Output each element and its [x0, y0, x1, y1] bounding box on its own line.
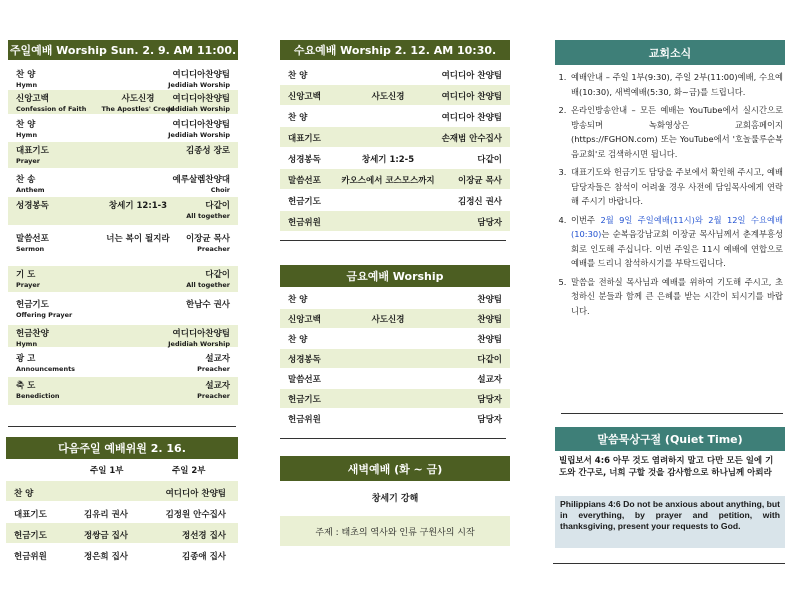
notice-item: [569, 70, 783, 99]
table-row: [6, 502, 238, 522]
part-name: 찬 양: [288, 335, 308, 345]
part-leader: [168, 327, 230, 348]
part-detail-text: 창세기 12:1-3: [108, 201, 168, 211]
part-leader: 김정신 권사: [457, 197, 502, 207]
table-row: [280, 369, 510, 388]
part-name-text: 신앙고백: [16, 94, 49, 104]
part-leader: [186, 144, 230, 156]
church-news-list: [555, 70, 783, 322]
table-row: [8, 197, 238, 225]
table-row: [280, 85, 510, 105]
part-name: 대표기도: [288, 134, 321, 144]
part-detail: [88, 232, 188, 244]
part-name: [16, 268, 40, 289]
committee-role: 대표기도: [14, 510, 47, 520]
part-name: 신앙고백: [288, 315, 321, 325]
divider: [280, 240, 506, 241]
committee-second-service: 김정원 안수집사: [165, 510, 226, 520]
dawn-theme-box: [280, 516, 510, 546]
notice-text: 말씀을 전하실 목사님과 예배를 위하여 기도해 주시고, 초청하신 분들과 함께 큰 은혜를 받는 시간이 되시기를 바랍니다.: [571, 276, 783, 316]
table-row: [8, 325, 238, 347]
part-leader: [197, 379, 230, 400]
part-leader-english: All together: [186, 281, 230, 289]
part-leader-text: 다같이: [205, 270, 230, 280]
part-name-english: Hymn: [16, 131, 38, 139]
divider: [561, 413, 783, 414]
next-week-title: 다음주일 예배위원 2. 16.: [58, 442, 186, 455]
part-leader-text: 예루살렘찬양대: [172, 175, 230, 185]
committee-role: 찬 양: [14, 489, 34, 499]
table-row: [8, 266, 238, 292]
table-row: [8, 142, 238, 168]
part-name: [16, 199, 49, 211]
part-leader-english: Jedidiah Worship: [168, 340, 230, 348]
table-row: [280, 148, 510, 168]
dawn-theme: 주제 : 태초의 역사와 인류 구원사의 시작: [315, 527, 475, 538]
table-row: [280, 127, 510, 147]
part-name: [16, 173, 45, 194]
part-name: 신앙고백: [288, 92, 321, 102]
church-news-title: 교회소식: [648, 46, 692, 60]
part-leader-english: All together: [186, 212, 230, 220]
notice-text: 예배안내 – 주일 1부(9:30), 주일 2부(11:00)예배, 수요예배(10:30), 새벽예배(5:30, 화~금)를 드립니다.: [571, 72, 783, 97]
quiet-time-header: [555, 427, 785, 451]
part-name-text: 말씀선포: [16, 234, 49, 244]
table-row: [280, 64, 510, 84]
part-leader-text: 한남수 권사: [185, 300, 230, 310]
table-row: [8, 350, 238, 375]
part-detail: 사도신경: [371, 92, 405, 102]
part-leader: [186, 268, 230, 289]
table-row: [280, 190, 510, 210]
part-leader-text: 설교자: [205, 354, 230, 364]
part-detail: 사도신경: [371, 315, 405, 325]
part-leader: [168, 92, 230, 113]
committee-first-service: 정은희 집사: [84, 552, 129, 562]
committee-first-service: 김유리 권사: [84, 510, 129, 520]
notice-item: [569, 165, 783, 209]
notice-text: 온라인방송안내 – 모든 예배는 YouTube에서 실시간으로 방송되며 녹화영상은 교회홈페이지(https://FGHON.com) 또는 YouTube에서 '호놀룰루순복음교회'로 검색하시면 됩니다.: [571, 105, 783, 159]
part-leader: [197, 352, 230, 373]
part-leader-english: Jedidiah Worship: [168, 131, 230, 139]
notice-text-cont: 는 순복음강남교회 이장균 목사님께서 춘계부흥성회로 인도해 주십니다. 이번 주일은 11시 예배에 연합으로 예배를 드리니 참석하시기를 부탁드립니다.: [571, 229, 783, 268]
table-row: [280, 211, 510, 231]
committee-first-service: 정쌍금 집사: [84, 531, 129, 541]
part-leader-english: Jedidiah Worship: [168, 105, 230, 113]
part-leader: 여디디아 찬양팀: [441, 92, 502, 102]
notice-item: [569, 103, 783, 161]
part-leader-text: 김종성 장로: [185, 146, 230, 156]
next-week-header: [6, 437, 238, 459]
committee-second-service: 정선경 집사: [181, 531, 226, 541]
part-detail: 카오스에서 코스모스까지: [341, 176, 435, 186]
part-name: 헌금기도: [288, 395, 321, 405]
part-leader-english: Preacher: [197, 392, 230, 400]
part-leader-text: 여디디아찬양팀: [172, 70, 230, 80]
table-row: [280, 309, 510, 328]
part-name-english: Prayer: [16, 157, 41, 165]
part-name: [16, 232, 49, 253]
part-detail-english: The Apostles' Creed: [101, 105, 175, 113]
part-leader: 여디디아 찬양팀: [441, 71, 502, 81]
church-news-header: [555, 40, 785, 65]
part-leader-english: Preacher: [197, 365, 230, 373]
part-name: 헌금위원: [288, 415, 321, 425]
table-row: [8, 296, 238, 322]
next-week-column-headers: [6, 464, 238, 476]
table-row: [280, 169, 510, 189]
notice-item: [569, 213, 783, 271]
part-leader-text: 다같이: [205, 201, 230, 211]
part-leader: 찬양팀: [477, 315, 502, 325]
friday-worship-header: [280, 265, 510, 287]
part-name-english: Prayer: [16, 281, 41, 289]
part-name-english: Announcements: [16, 365, 76, 373]
dawn-worship-title: 새벽예배 (화 ~ 금): [347, 462, 443, 476]
notice-highlight: 2월 9일 주일예배(11시)와 2월 12일 수요예배(10:30): [571, 214, 783, 239]
part-leader: 이장균 목사: [457, 176, 502, 186]
part-name-text: 헌금기도: [16, 300, 49, 310]
part-leader: 찬양팀: [477, 335, 502, 345]
part-name-text: 대표기도: [16, 146, 49, 156]
part-name: 찬 양: [288, 295, 308, 305]
part-name-text: 성경봉독: [16, 201, 49, 211]
part-detail-text: 너는 복이 될지라: [106, 234, 170, 244]
table-row: [8, 90, 238, 114]
part-name: 찬 양: [288, 71, 308, 81]
dawn-worship-header: [280, 456, 510, 481]
table-row: [280, 289, 510, 308]
part-leader: 설교자: [477, 375, 502, 385]
part-name: 말씀선포: [288, 176, 321, 186]
table-row: [6, 544, 238, 564]
table-row: [6, 523, 238, 543]
part-name: 성경봉독: [288, 155, 321, 165]
part-leader: [186, 199, 230, 220]
table-row: [8, 230, 238, 260]
wednesday-worship-header: [280, 40, 510, 60]
committee-role: 헌금기도: [14, 531, 47, 541]
part-leader: [168, 68, 230, 89]
notice-item: [569, 275, 783, 319]
table-row: [8, 66, 238, 88]
column-second-service: 주일 2부: [172, 466, 206, 476]
dawn-book: 창세기 강해: [371, 494, 419, 504]
part-name-english: Sermon: [16, 245, 45, 253]
part-leader: 담당자: [477, 395, 502, 405]
column-first-service: 주일 1부: [90, 466, 124, 476]
committee-second-service: 김종애 집사: [181, 552, 226, 562]
part-leader: [186, 232, 230, 253]
part-name: [16, 92, 86, 113]
table-row: [280, 349, 510, 368]
part-name-text: 기 도: [16, 270, 36, 280]
part-leader: 찬양팀: [477, 295, 502, 305]
part-leader: 여디디아 찬양팀: [441, 113, 502, 123]
divider: [280, 438, 506, 439]
table-row: [280, 389, 510, 408]
table-row: [280, 106, 510, 126]
part-leader-text: 여디디아찬양팀: [172, 120, 230, 130]
table-row: [8, 377, 238, 405]
part-name-english: Anthem: [16, 186, 45, 194]
sunday-worship-title: 주일예배 Worship Sun. 2. 9. AM 11:00.: [9, 44, 237, 57]
part-name: [16, 379, 60, 400]
table-row: [280, 329, 510, 348]
notice-text: 대표기도와 헌금기도 담당을 주보에서 확인해 주시고, 예배담당자들은 참석이 어려울 경우 사전에 담임목사에게 연락해 주시기 바랍니다.: [571, 167, 783, 206]
part-leader-english: Choir: [210, 186, 230, 194]
divider: [553, 563, 785, 564]
part-leader-english: Preacher: [197, 245, 230, 253]
part-leader: 담당자: [477, 218, 502, 228]
part-name-english: Hymn: [16, 81, 38, 89]
part-name: [16, 327, 49, 348]
part-name-english: Hymn: [16, 340, 38, 348]
divider: [8, 426, 236, 427]
part-name: 찬 양: [288, 113, 308, 123]
sunday-worship-header: [8, 40, 238, 60]
part-leader: 다같이: [477, 355, 502, 365]
part-name: 헌금위원: [288, 218, 321, 228]
part-leader: [173, 173, 230, 194]
wednesday-worship-title: 수요예배 Worship 2. 12. AM 10:30.: [293, 44, 497, 57]
part-name: [16, 352, 75, 373]
committee-second-service: 여디디아 찬양팀: [165, 489, 226, 499]
part-leader: 손재범 안수집사: [441, 134, 502, 144]
part-leader-text: 여디디아찬양팀: [172, 94, 230, 104]
committee-role: 헌금위원: [14, 552, 47, 562]
part-leader: [186, 298, 230, 310]
part-name: [16, 68, 37, 89]
part-leader-english: Jedidiah Worship: [168, 81, 230, 89]
part-detail: [88, 199, 188, 211]
table-row: [6, 481, 238, 501]
part-name-text: 헌금찬양: [16, 329, 49, 339]
part-name-english: Confession of Faith: [16, 105, 87, 113]
part-name-text: 찬 양: [16, 120, 36, 130]
table-row: [8, 171, 238, 195]
part-name-text: 찬 양: [16, 70, 36, 80]
part-detail-text: 사도신경: [121, 94, 155, 104]
part-detail: 창세기 1:2-5: [361, 155, 415, 165]
part-leader-text: 여디디아찬양팀: [172, 329, 230, 339]
quiet-time-title: 말씀묵상구절 (Quiet Time): [597, 433, 743, 446]
part-name: 헌금기도: [288, 197, 321, 207]
part-name-text: 축 도: [16, 381, 36, 391]
part-name-english: Offering Prayer: [16, 311, 73, 319]
quiet-time-korean-verse: 빌립보서 4:6 아무 것도 염려하지 말고 다만 모든 일에 기도와 간구로, 너희 구할 것을 감사함으로 하나님께 아뢰라: [559, 456, 774, 478]
notice-text: 이번주: [571, 214, 601, 225]
part-name: [16, 144, 49, 165]
part-name-english: Benediction: [16, 392, 60, 400]
part-name: [16, 298, 72, 319]
part-name: [16, 118, 37, 139]
table-row: [280, 409, 510, 428]
part-leader: [168, 118, 230, 139]
part-name-text: 광 고: [16, 354, 36, 364]
part-leader-text: 이장균 목사: [185, 234, 230, 244]
part-name: 말씀선포: [288, 375, 321, 385]
part-leader-text: 설교자: [205, 381, 230, 391]
quiet-time-english-verse: Philippians 4:6 Do not be anxious about anything, but in everything, by prayer and petition, with thanksgiving, present your requests to God.: [555, 496, 785, 548]
part-name-text: 찬 송: [16, 175, 36, 185]
part-leader: 담당자: [477, 415, 502, 425]
table-row: [8, 116, 238, 140]
friday-worship-title: 금요예배 Worship: [346, 270, 444, 283]
part-leader: 다같이: [477, 155, 502, 165]
part-name: 성경봉독: [288, 355, 321, 365]
